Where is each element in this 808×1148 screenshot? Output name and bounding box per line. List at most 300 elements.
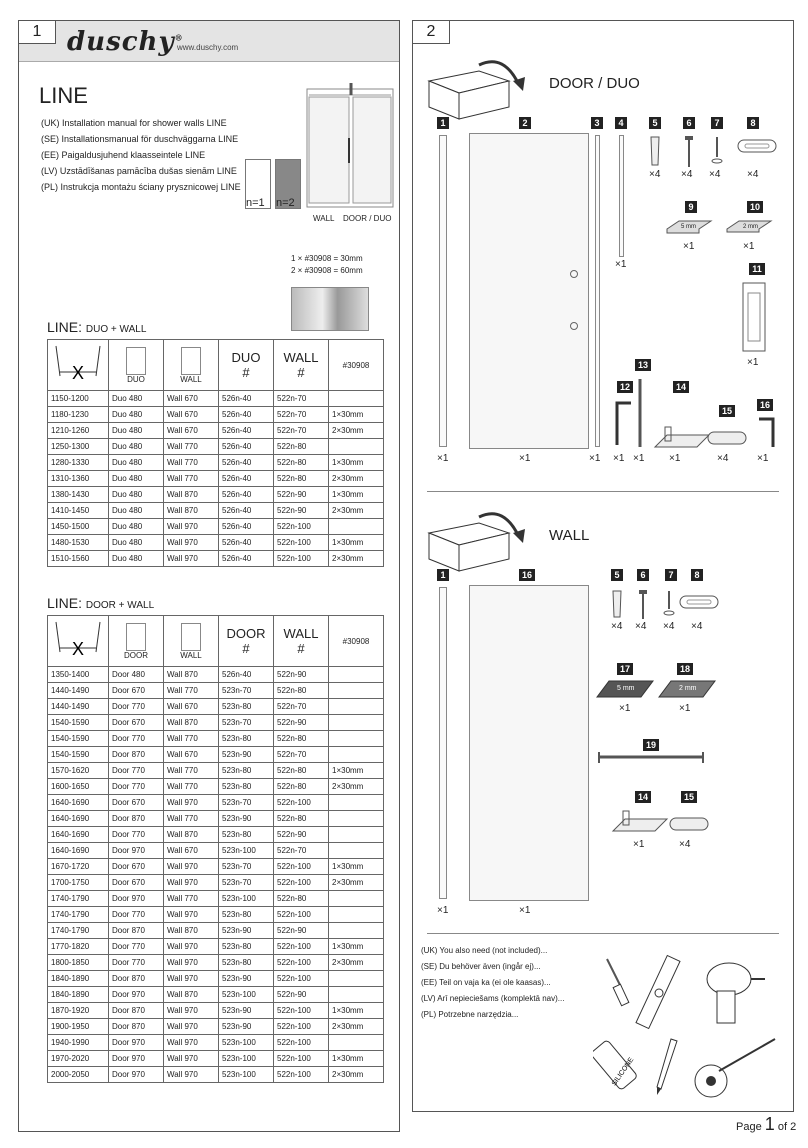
- table-cell: 1840-1890: [48, 987, 109, 1003]
- table-cell: 522n-90: [274, 487, 329, 503]
- table-cell: 2×30mm: [329, 1067, 384, 1083]
- table-cell: Door 770: [109, 699, 164, 715]
- part-5-qty: ×4: [649, 169, 661, 180]
- lang-pl: (PL) Instrukcja montażu ściany prysznicowej LINE: [41, 182, 241, 192]
- part-9-qty: ×1: [683, 241, 695, 252]
- table-cell: [329, 987, 384, 1003]
- table-cell: 523n-80: [219, 907, 274, 923]
- table-cell: Wall 670: [164, 423, 219, 439]
- table-cell: Wall 970: [164, 795, 219, 811]
- wall-shim-label-2mm: 2 mm: [679, 685, 697, 692]
- table-cell: 522n-80: [274, 439, 329, 455]
- table-cell: 2×30mm: [329, 779, 384, 795]
- table-cell: Wall 870: [164, 715, 219, 731]
- table-cell: 523n-100: [219, 843, 274, 859]
- wall-code-header: WALL #: [274, 340, 329, 391]
- screw-icon: [637, 589, 649, 621]
- cover-cap-icon: [679, 595, 719, 609]
- table-cell: [329, 747, 384, 763]
- table-cell: 522n-100: [274, 955, 329, 971]
- table-cell: Door 770: [109, 779, 164, 795]
- table-cell: Door 670: [109, 683, 164, 699]
- table-cell: 1380-1430: [48, 487, 109, 503]
- product-title: LINE: [39, 83, 88, 108]
- website-url: www.duschy.com: [177, 43, 239, 52]
- part-5-tag: 5: [649, 117, 661, 129]
- table-row: [48, 519, 384, 535]
- table-cell: Door 770: [109, 827, 164, 843]
- table-cell: 1410-1450: [48, 503, 109, 519]
- table-row: [48, 1035, 384, 1051]
- duo-code-header: DUO #: [219, 340, 274, 391]
- table-cell: 1540-1590: [48, 731, 109, 747]
- part-14-qty: ×1: [669, 453, 681, 464]
- table-cell: Duo 480: [109, 519, 164, 535]
- table-cell: 526n-40: [219, 439, 274, 455]
- table-cell: 522n-90: [274, 987, 329, 1003]
- x-width-header: [48, 616, 109, 667]
- part-8-qty: ×4: [747, 169, 759, 180]
- table-cell: Wall 970: [164, 519, 219, 535]
- door-header: DOOR: [109, 616, 164, 667]
- table-cell: 522n-100: [274, 1019, 329, 1035]
- wall-header: WALL: [164, 340, 219, 391]
- drill-icon: [703, 957, 767, 1027]
- table-cell: 2×30mm: [329, 423, 384, 439]
- table-cell: 526n-40: [219, 423, 274, 439]
- table-cell: 1×30mm: [329, 1003, 384, 1019]
- table-cell: 523n-70: [219, 875, 274, 891]
- table-cell: 523n-100: [219, 1051, 274, 1067]
- table-cell: 2×30mm: [329, 1019, 384, 1035]
- part-11-tag: 11: [749, 263, 765, 275]
- table-cell: 522n-80: [274, 763, 329, 779]
- wall-part-7-tag: 7: [665, 569, 677, 581]
- shim-label-2mm: 2 mm: [743, 224, 758, 230]
- table-cell: 526n-40: [219, 471, 274, 487]
- adapter-note-2: 2 × #30908 = 60mm: [291, 266, 363, 275]
- wall-part-16-tag: 16: [519, 569, 535, 581]
- part-9-tag: 9: [685, 201, 697, 213]
- table-cell: 1640-1690: [48, 843, 109, 859]
- part-13-tag: 13: [635, 359, 651, 371]
- table-row: [48, 955, 384, 971]
- table-row: [48, 487, 384, 503]
- table-cell: Duo 480: [109, 455, 164, 471]
- table-cell: Wall 770: [164, 471, 219, 487]
- table-cell: 523n-70: [219, 683, 274, 699]
- table-row: [48, 859, 384, 875]
- door-handle-bracket-icon: [651, 425, 711, 451]
- table-cell: Door 770: [109, 907, 164, 923]
- table-cell: Wall 770: [164, 731, 219, 747]
- table-cell: 1640-1690: [48, 827, 109, 843]
- adapter-photo: [291, 287, 369, 331]
- table-cell: 522n-80: [274, 779, 329, 795]
- part-15-qty: ×4: [717, 453, 729, 464]
- table-cell: 1570-1620: [48, 763, 109, 779]
- table-cell: 522n-100: [274, 859, 329, 875]
- table-cell: 522n-100: [274, 939, 329, 955]
- part-2-qty: ×1: [519, 453, 531, 464]
- wall-code-header: WALL #: [274, 616, 329, 667]
- table-cell: 526n-40: [219, 551, 274, 567]
- wall-bracket-icon: [741, 281, 767, 353]
- table-row: [48, 715, 384, 731]
- washer-icon: [663, 589, 675, 621]
- table-row: [48, 987, 384, 1003]
- wall-plug-icon: [647, 135, 663, 169]
- part-4-qty: ×1: [615, 259, 627, 270]
- magnet-strip: [619, 135, 624, 257]
- table-cell: 1440-1490: [48, 699, 109, 715]
- tools-pl: (PL) Potrzebne narzędzia...: [421, 1010, 519, 1019]
- table-cell: 523n-70: [219, 859, 274, 875]
- table-row: [48, 795, 384, 811]
- table-cell: Duo 480: [109, 535, 164, 551]
- table-cell: 1×30mm: [329, 939, 384, 955]
- table-cell: 1740-1790: [48, 923, 109, 939]
- table-cell: [329, 683, 384, 699]
- table-cell: [329, 891, 384, 907]
- table-cell: 522n-100: [274, 535, 329, 551]
- table-cell: 522n-70: [274, 747, 329, 763]
- table-cell: Door 870: [109, 1003, 164, 1019]
- table-cell: 2000-2050: [48, 1067, 109, 1083]
- table-cell: Wall 770: [164, 763, 219, 779]
- wall-part-6-qty: ×4: [635, 621, 647, 632]
- cap-icon: [707, 431, 747, 445]
- screwdriver-icon: [601, 957, 631, 1007]
- table-cell: 522n-100: [274, 1051, 329, 1067]
- drill-bit-icon: [635, 377, 645, 449]
- table-row: [48, 455, 384, 471]
- washer-icon: [711, 135, 723, 169]
- wall-part-18-qty: ×1: [679, 703, 691, 714]
- table-cell: [329, 1035, 384, 1051]
- part-8-tag: 8: [747, 117, 759, 129]
- table-cell: 522n-80: [274, 731, 329, 747]
- table-row: [48, 907, 384, 923]
- part-10-qty: ×1: [743, 241, 755, 252]
- table-cell: 526n-40: [219, 391, 274, 407]
- table-cell: 526n-40: [219, 519, 274, 535]
- door-fig-label: DOOR / DUO: [343, 214, 392, 223]
- table-cell: 523n-100: [219, 987, 274, 1003]
- tools-ee: (EE) Teil on vaja ka (ei ole kaasas)...: [421, 978, 551, 987]
- table-cell: 1250-1300: [48, 439, 109, 455]
- table-cell: 1940-1990: [48, 1035, 109, 1051]
- table-cell: Door 670: [109, 795, 164, 811]
- table-cell: 523n-80: [219, 955, 274, 971]
- pencil-icon: [651, 1037, 681, 1097]
- panel-1: [18, 20, 400, 1132]
- hex-key-icon: [611, 399, 635, 449]
- panel-number: 2: [413, 21, 450, 44]
- duo-header: DUO: [109, 340, 164, 391]
- table-cell: Duo 480: [109, 439, 164, 455]
- svg-text:X: X: [71, 363, 85, 383]
- table-cell: Door 970: [109, 843, 164, 859]
- part-6-qty: ×4: [681, 169, 693, 180]
- cap-icon: [669, 817, 709, 831]
- table-cell: 523n-90: [219, 971, 274, 987]
- divider: [427, 491, 779, 492]
- table-cell: [329, 439, 384, 455]
- table-cell: Door 970: [109, 891, 164, 907]
- part-7-tag: 7: [711, 117, 723, 129]
- table-cell: 523n-90: [219, 923, 274, 939]
- lang-lv: (LV) Uzstādīšanas pamācība dušas sienām LINE: [41, 166, 237, 176]
- table-row: [48, 551, 384, 567]
- part-3-qty: ×1: [589, 453, 601, 464]
- brand-logo: duschy®: [67, 27, 184, 57]
- wall-part-1-tag: 1: [437, 569, 449, 581]
- table-cell: 526n-40: [219, 487, 274, 503]
- table-cell: [329, 827, 384, 843]
- stabilizer-bar-icon: [595, 749, 707, 767]
- table-row: [48, 439, 384, 455]
- seal-profile: [595, 135, 600, 447]
- table-cell: Door 970: [109, 1035, 164, 1051]
- wall-part-5-qty: ×4: [611, 621, 623, 632]
- table-cell: 1×30mm: [329, 859, 384, 875]
- table-cell: 1770-1820: [48, 939, 109, 955]
- tape-measure-icon: [689, 1033, 779, 1099]
- spirit-level-icon: [635, 953, 685, 1033]
- n2-label: n=2: [276, 197, 295, 209]
- table-cell: 1740-1790: [48, 891, 109, 907]
- table-cell: Wall 870: [164, 923, 219, 939]
- table-row: [48, 407, 384, 423]
- table-cell: 1600-1650: [48, 779, 109, 795]
- table-cell: 522n-70: [274, 843, 329, 859]
- table-cell: 522n-100: [274, 971, 329, 987]
- table-cell: 526n-40: [219, 503, 274, 519]
- table-cell: Wall 970: [164, 859, 219, 875]
- table-cell: 523n-90: [219, 1019, 274, 1035]
- table-cell: 2×30mm: [329, 955, 384, 971]
- n1-label: n=1: [246, 197, 265, 209]
- table-cell: Wall 970: [164, 551, 219, 567]
- table-cell: Wall 970: [164, 955, 219, 971]
- table-cell: 1×30mm: [329, 1051, 384, 1067]
- table-cell: [329, 715, 384, 731]
- wall-plug-icon: [609, 589, 625, 621]
- wall-shim-label-5mm: 5 mm: [617, 685, 635, 692]
- table-cell: 523n-80: [219, 731, 274, 747]
- table-cell: 523n-80: [219, 939, 274, 955]
- table-cell: Door 770: [109, 955, 164, 971]
- adapter-header: #30908: [329, 616, 384, 667]
- wall-part-8-tag: 8: [691, 569, 703, 581]
- table-cell: 1840-1890: [48, 971, 109, 987]
- table-cell: Duo 480: [109, 551, 164, 567]
- width-diagram-icon: [50, 342, 106, 386]
- table-cell: Wall 970: [164, 1003, 219, 1019]
- table-cell: 2×30mm: [329, 503, 384, 519]
- table-row: [48, 939, 384, 955]
- table-cell: 1700-1750: [48, 875, 109, 891]
- table-cell: [329, 907, 384, 923]
- table-cell: 1210-1260: [48, 423, 109, 439]
- table-cell: Wall 870: [164, 987, 219, 1003]
- table-cell: 523n-70: [219, 715, 274, 731]
- table-cell: 522n-90: [274, 715, 329, 731]
- table-cell: 1×30mm: [329, 407, 384, 423]
- table-row: [48, 747, 384, 763]
- door-duo-title: DOOR / DUO: [549, 75, 640, 92]
- table-cell: 2×30mm: [329, 551, 384, 567]
- table-row: [48, 971, 384, 987]
- table-cell: Door 670: [109, 715, 164, 731]
- table-cell: 1280-1330: [48, 455, 109, 471]
- table-cell: Door 870: [109, 923, 164, 939]
- table-row: [48, 763, 384, 779]
- width-diagram-icon: [50, 618, 106, 662]
- table-cell: 522n-100: [274, 907, 329, 923]
- table-cell: Wall 970: [164, 1067, 219, 1083]
- table-cell: 522n-100: [274, 1067, 329, 1083]
- wall-part-5-tag: 5: [611, 569, 623, 581]
- table-cell: Door 670: [109, 859, 164, 875]
- table-row: [48, 683, 384, 699]
- part-4-tag: 4: [615, 117, 627, 129]
- table-cell: [329, 971, 384, 987]
- lang-se: (SE) Installationsmanual för duschväggarna LINE: [41, 134, 239, 144]
- table-cell: 523n-90: [219, 747, 274, 763]
- door-code-header: DOOR #: [219, 616, 274, 667]
- wall-part-14-qty: ×1: [633, 839, 645, 850]
- table-cell: 1×30mm: [329, 535, 384, 551]
- table-cell: 522n-70: [274, 423, 329, 439]
- table-cell: 523n-80: [219, 779, 274, 795]
- panel-1-header: [19, 21, 399, 62]
- svg-text:X: X: [71, 639, 85, 659]
- table-cell: 1×30mm: [329, 763, 384, 779]
- part-11-qty: ×1: [747, 357, 759, 368]
- silicone-tube-icon: [593, 1025, 653, 1095]
- door-handle-bracket-icon: [609, 809, 669, 835]
- part-12-qty: ×1: [613, 453, 625, 464]
- divider: [427, 933, 779, 934]
- table-cell: 522n-90: [274, 503, 329, 519]
- table-cell: 522n-70: [274, 391, 329, 407]
- table-cell: 1970-2020: [48, 1051, 109, 1067]
- table-cell: Duo 480: [109, 391, 164, 407]
- table-cell: 1180-1230: [48, 407, 109, 423]
- table-cell: Duo 480: [109, 407, 164, 423]
- table-cell: Wall 970: [164, 1019, 219, 1035]
- page-indicator: Page 1 of 2: [736, 1114, 797, 1134]
- table-cell: Wall 670: [164, 407, 219, 423]
- table-cell: 1310-1360: [48, 471, 109, 487]
- wall-part-7-qty: ×4: [663, 621, 675, 632]
- table-cell: 1480-1530: [48, 535, 109, 551]
- table-cell: 523n-70: [219, 795, 274, 811]
- table-cell: [329, 519, 384, 535]
- table-cell: Door 970: [109, 1051, 164, 1067]
- table-cell: Wall 770: [164, 779, 219, 795]
- part-16-qty: ×1: [757, 453, 769, 464]
- table-row: [48, 503, 384, 519]
- wall-part-15-tag: 15: [681, 791, 697, 803]
- table-row: [48, 391, 384, 407]
- screw-icon: [683, 135, 695, 169]
- table-cell: 1740-1790: [48, 907, 109, 923]
- table-cell: 523n-90: [219, 811, 274, 827]
- table-cell: 522n-80: [274, 455, 329, 471]
- part-6-tag: 6: [683, 117, 695, 129]
- door-wall-table: [47, 615, 384, 1083]
- table-cell: [329, 667, 384, 683]
- panel-number: 1: [19, 21, 56, 44]
- table-cell: 526n-40: [219, 667, 274, 683]
- enclosure-illustration: [305, 83, 397, 213]
- table-row: [48, 423, 384, 439]
- language-list: [41, 115, 241, 195]
- table-cell: Door 670: [109, 875, 164, 891]
- table-cell: Wall 770: [164, 455, 219, 471]
- table-cell: 1440-1490: [48, 683, 109, 699]
- table-cell: Door 770: [109, 763, 164, 779]
- wall-part-6-tag: 6: [637, 569, 649, 581]
- table-cell: 522n-70: [274, 407, 329, 423]
- table-row: [48, 1067, 384, 1083]
- table-cell: [329, 811, 384, 827]
- table-row: [48, 667, 384, 683]
- table-cell: 526n-40: [219, 535, 274, 551]
- wall-part-18-tag: 18: [677, 663, 693, 675]
- part-14-tag: 14: [673, 381, 689, 393]
- table-cell: 1900-1950: [48, 1019, 109, 1035]
- table-cell: Door 970: [109, 987, 164, 1003]
- table-cell: 522n-70: [274, 699, 329, 715]
- table-cell: Door 770: [109, 731, 164, 747]
- hinge-knob: [570, 270, 578, 278]
- table-row: [48, 1003, 384, 1019]
- tools-se: (SE) Du behöver även (ingår ej)...: [421, 962, 541, 971]
- table-cell: 523n-80: [219, 763, 274, 779]
- lang-ee: (EE) Paigaldusjuhend klaasseintele LINE: [41, 150, 206, 160]
- part-13-qty: ×1: [633, 453, 645, 464]
- table-cell: 1670-1720: [48, 859, 109, 875]
- table-cell: [329, 391, 384, 407]
- table-cell: Wall 870: [164, 487, 219, 503]
- wall-part-14-tag: 14: [635, 791, 651, 803]
- table-cell: Door 970: [109, 1067, 164, 1083]
- table-cell: 1510-1560: [48, 551, 109, 567]
- table-row: [48, 471, 384, 487]
- table-cell: Door 770: [109, 939, 164, 955]
- shim-label-5mm: 5 mm: [681, 224, 696, 230]
- lang-uk: (UK) Installation manual for shower walls LINE: [41, 118, 227, 128]
- table-cell: Wall 670: [164, 699, 219, 715]
- wall-header: WALL: [164, 616, 219, 667]
- table-row: [48, 699, 384, 715]
- table-cell: 1×30mm: [329, 487, 384, 503]
- table-cell: 1540-1590: [48, 715, 109, 731]
- table-cell: 522n-90: [274, 667, 329, 683]
- table-cell: 522n-100: [274, 1035, 329, 1051]
- table-row: [48, 875, 384, 891]
- part-1-tag: 1: [437, 117, 449, 129]
- table-cell: Wall 670: [164, 843, 219, 859]
- part-16-tag: 16: [757, 399, 773, 411]
- table-cell: [329, 699, 384, 715]
- x-width-header: [48, 340, 109, 391]
- table-cell: 1640-1690: [48, 811, 109, 827]
